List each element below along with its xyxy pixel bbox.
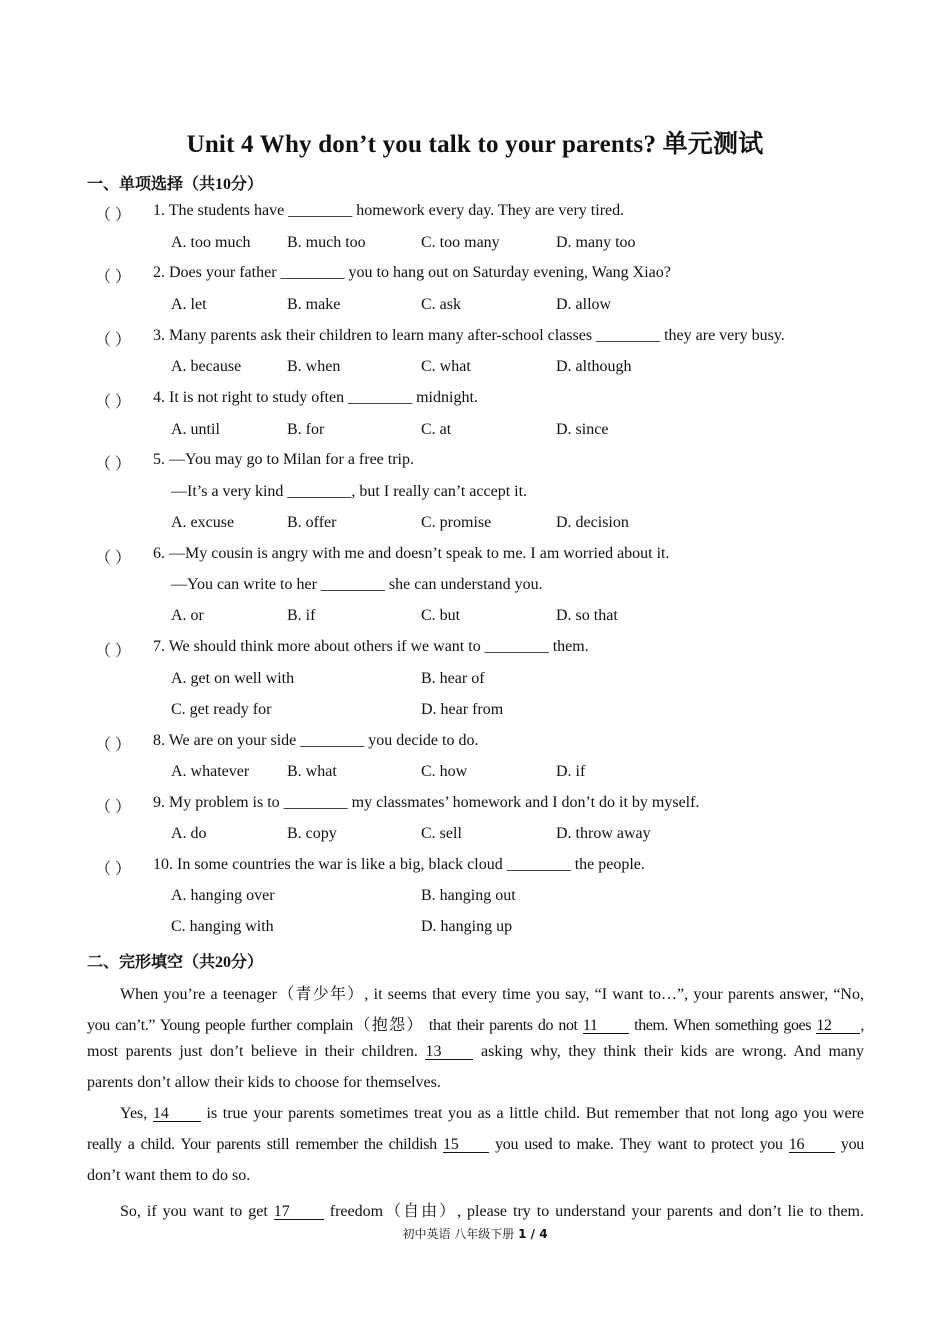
option: B. what [287,763,337,780]
question-stem: 5. —You may go to Milan for a free trip. [153,451,414,468]
question-stem: 7. We should think more about others if we want to ________ them. [153,638,589,655]
option: B. make [287,296,341,313]
cloze-blank-17[interactable]: 17 [274,1204,324,1220]
option: A. get on well with [171,670,295,687]
option: A. let [171,296,207,313]
option: C. get ready for [171,701,272,718]
page-number: 1 / 4 [518,1227,548,1241]
cloze-line: don’t want them to do so. [87,1167,251,1184]
question-stem: 1. The students have ________ homework every day. They are very tired. [153,202,625,219]
question-stem: 9. My problem is to ________ my classmates’ homework and I don’t do it by myself. [153,794,700,811]
option: B. copy [287,825,337,842]
option: A. whatever [171,763,250,780]
option: D. hear from [421,701,504,718]
option: C. sell [421,825,462,842]
option: B. hanging out [421,887,516,904]
option: C. promise [421,514,492,531]
option: B. offer [287,514,337,531]
cloze-line: Yes, 14 is true your parents sometimes treat you as a little child. But remember that not long ago you were [120,1105,865,1122]
answer-paren: （ ） [95,207,132,224]
option: A. hanging over [171,887,275,904]
cloze-line: really a child. Your parents still remember the childish 15 you used to make. They want to protect you 16 you [87,1136,865,1153]
answer-paren: （ ） [95,861,132,878]
cloze-line: When you’re a teenager（青少年）, it seems that every time you say, “I want to…”, your parents answer, “No, [120,986,864,1003]
question-stem: 6. —My cousin is angry with me and doesn’t speak to me. I am worried about it. [153,545,670,562]
footer-text: 初中英语 八年级下册 [402,1227,515,1241]
section-heading-cloze: 二、完形填空（共20分） [87,954,264,971]
cloze-line: most parents just don’t believe in their children. 13 asking why, they think their kids are wrong. And many [87,1043,865,1060]
option: A. too much [171,234,251,251]
option: B. when [287,358,341,375]
cloze-blank-13[interactable]: 13 [425,1044,473,1060]
cloze-blank-16[interactable]: 16 [789,1137,835,1153]
answer-paren: （ ） [95,332,132,349]
option: C. what [421,358,471,375]
answer-paren: （ ） [95,456,132,473]
answer-paren: （ ） [95,737,132,754]
question-stem: 2. Does your father ________ you to hang out on Saturday evening, Wang Xiao? [153,264,671,281]
answer-paren: （ ） [95,269,132,286]
question-stem: 10. In some countries the war is like a big, black cloud ________ the people. [153,856,645,873]
section-heading-multiple-choice: 一、单项选择（共10分） [87,176,264,193]
option: C. ask [421,296,461,313]
answer-paren: （ ） [95,643,132,660]
cloze-blank-14[interactable]: 14 [153,1106,201,1122]
page-footer [0,1225,950,1242]
option: D. decision [556,514,629,531]
option: A. excuse [171,514,235,531]
question-stem: 8. We are on your side ________ you decide to do. [153,732,479,749]
option: C. too many [421,234,500,251]
question-stem-continued: —It’s a very kind ________, but I really can’t accept it. [171,483,528,500]
option: C. but [421,607,461,624]
option: B. hear of [421,670,485,687]
option: C. at [421,421,452,438]
answer-paren: （ ） [95,550,132,567]
option: A. because [171,358,242,375]
option: D. since [556,421,609,438]
question-stem: 3. Many parents ask their children to learn many after-school classes ________ they are very busy. [153,327,785,344]
option: D. so that [556,607,618,624]
cloze-line: So, if you want to get 17 freedom（自由）, please try to understand your parents and don’t lie to them. [120,1203,864,1220]
cloze-blank-12[interactable]: 12 [816,1018,860,1034]
option: D. allow [556,296,612,313]
option: B. if [287,607,316,624]
cloze-blank-15[interactable]: 15 [443,1137,489,1153]
option: C. how [421,763,468,780]
question-stem-continued: —You can write to her ________ she can understand you. [171,576,543,593]
page-title: Unit 4 Why don’t you talk to your parents? 单元测试 [186,131,764,158]
answer-paren: （ ） [95,394,132,411]
option: C. hanging with [171,918,274,935]
option: D. if [556,763,586,780]
option: A. or [171,607,204,624]
option: D. throw away [556,825,651,842]
option: D. many too [556,234,636,251]
option: A. do [171,825,207,842]
option: B. for [287,421,325,438]
question-stem: 4. It is not right to study often ________ midnight. [153,389,478,406]
cloze-line: parents don’t allow their kids to choose for themselves. [87,1074,441,1091]
cloze-line: you can’t.” Young people further complain（抱怨） that their parents do not 11 them. When something goes 12 , [87,1017,864,1034]
option: D. hanging up [421,918,513,935]
option: B. much too [287,234,366,251]
option: D. although [556,358,632,375]
cloze-blank-11[interactable]: 11 [583,1018,629,1034]
option: A. until [171,421,220,438]
answer-paren: （ ） [95,799,132,816]
